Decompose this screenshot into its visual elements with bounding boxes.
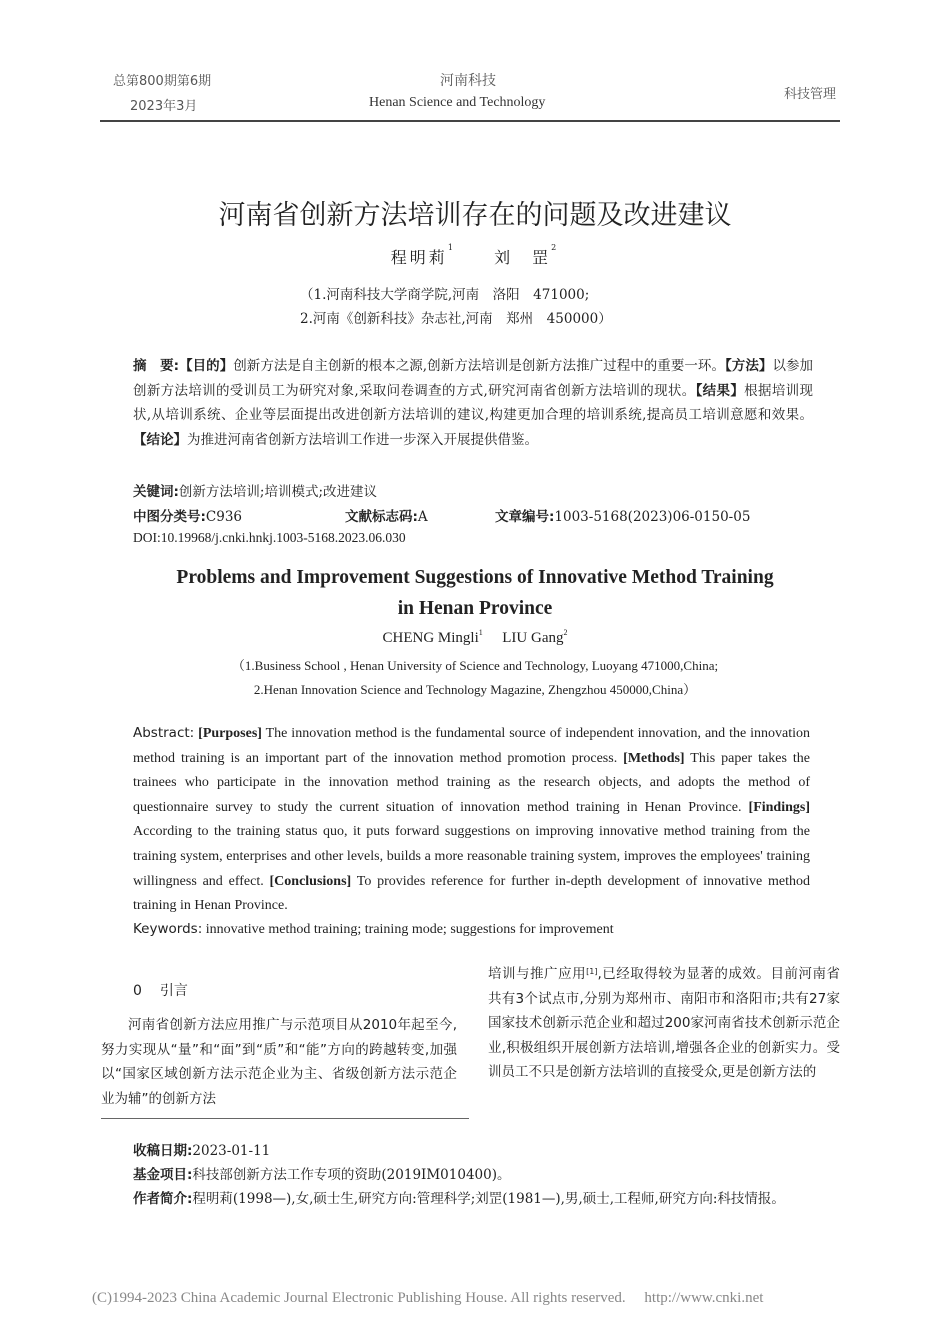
abstract-en-tag-findings: [Findings]	[748, 799, 810, 815]
authors-cn	[0, 245, 950, 268]
received-value: 2023-01-11	[192, 1143, 271, 1159]
header-issue: 总第800期第6期	[113, 74, 212, 89]
affiliation-en-2: 2.Henan Innovation Science and Technology Magazine, Zhengzhou 450000,China）	[253, 682, 697, 697]
footnote-author	[101, 1187, 841, 1211]
authors-en	[0, 630, 950, 647]
abstract-en-methods: This paper takes the trainees who participate in the innovation method training as the research objects, and adopts the method of questionnaire survey to study the current situation of innovation method training in Henan Province.	[133, 750, 810, 815]
header-date: 2023年3月	[130, 99, 198, 114]
author-en-1-sup: 1	[478, 628, 483, 637]
doc-code-label: 文献标志码:	[345, 509, 418, 525]
title-en-line2: in Henan Province	[397, 598, 553, 619]
abstract-cn-tag-conclusions: 【结论】	[133, 431, 187, 448]
author-1-name: 程明莉	[390, 248, 448, 267]
affiliation-cn-2: 2.河南《创新科技》杂志社,河南 郑州 450000）	[300, 311, 612, 327]
keywords-en	[133, 917, 810, 943]
clc-number	[133, 505, 242, 525]
header-section: 科技管理	[784, 87, 837, 102]
author-info-label: 作者简介:	[133, 1191, 193, 1207]
author-2-sup: 2	[551, 243, 560, 252]
abstract-en-purposes: The innovation method is the fundamental source of independent innovation, and the innovation method training is an important part of the innovation method promotion process.	[133, 726, 811, 766]
keywords-en-text: innovative method training; training mode; suggestions for improvement	[202, 922, 614, 937]
copyright-notice: (C)1994-2023 China Academic Journal Electronic Publishing House. All rights reserved. http://www.cnki.net	[92, 1290, 764, 1306]
left-column-paragraph: 河南省创新方法应用推广与示范项目从2010年起至今,努力实现从“量”和“面”到“质”和“能”方向的跨越转变,加强以“国家区域创新方法示范企业为主、省级创新方法示范企业为辅”的创新方法	[101, 1017, 457, 1107]
author-2-name: 刘 罡	[494, 248, 552, 267]
citation-ref-1[interactable]: [1]	[586, 967, 598, 976]
left-column	[101, 1013, 457, 1111]
footnote-received	[133, 1139, 270, 1159]
article-no-value: 1003-5168(2023)06-0150-05	[554, 509, 751, 525]
right-column-paragraph	[488, 962, 840, 1085]
keywords-cn-label: 关键词:	[133, 484, 179, 500]
doc-code-value: A	[417, 509, 428, 525]
affiliation-cn-1: （1.河南科技大学商学院,河南 洛阳 471000;	[300, 287, 590, 303]
abstract-en-label: Abstract:	[133, 725, 195, 741]
title-en-line1: Problems and Improvement Suggestions of Innovative Method Training	[176, 567, 774, 588]
abstract-en-tag-purposes: [Purposes]	[198, 726, 262, 741]
author-en-1: CHENG Mingli	[382, 630, 479, 646]
fund-value: 科技部创新方法工作专项的资助(2019IM010400)。	[192, 1167, 511, 1183]
abstract-cn-tag-purpose: 【目的】	[179, 358, 234, 374]
abstract-cn-conclusions: 为推进河南省创新方法培训工作进一步深入开展提供借鉴。	[187, 431, 538, 448]
footnote-fund	[133, 1163, 511, 1183]
header-journal-en: Henan Science and Technology	[369, 95, 546, 110]
footnote-rule	[101, 1118, 469, 1119]
author-en-2: LIU Gang	[502, 630, 564, 646]
document-code	[345, 505, 428, 525]
page-title: 河南省创新方法培训存在的问题及改进建议	[218, 200, 732, 231]
author-info-value: 程明莉(1998—),女,硕士生,研究方向:管理科学;刘罡(1981—),男,硕士,工程师,研究方向:科技情报。	[192, 1191, 785, 1207]
abstract-cn	[133, 354, 813, 452]
affiliation-en-1: （1.Business School , Henan University of Science and Technology, Luoyang 471000,China;	[231, 658, 719, 673]
abstract-en-tag-methods: [Methods]	[623, 750, 685, 766]
author-en-2-sup: 2	[563, 628, 568, 637]
section-0-num: 0	[133, 983, 142, 999]
keywords-cn-text: 创新方法培训;培训模式;改进建议	[178, 484, 378, 500]
clc-label: 中图分类号:	[133, 509, 206, 525]
header-journal-cn: 河南科技	[440, 73, 496, 89]
received-label: 收稿日期:	[133, 1143, 193, 1159]
abstract-cn-findings: 根据培训现状,从培训系统、企业等层面提出改进创新方法培训的建议,构建更加合理的培训系统,提高员工培训意愿和效果。	[133, 382, 814, 423]
article-no-label: 文章编号:	[495, 509, 555, 525]
keywords-cn	[133, 480, 377, 500]
section-0-heading	[133, 980, 188, 1000]
author-1-sup: 1	[447, 243, 456, 252]
abstract-cn-tag-methods: 【方法】	[725, 358, 773, 374]
fund-label: 基金项目:	[133, 1167, 193, 1183]
abstract-cn-label: 摘 要:	[133, 358, 180, 374]
header-rule	[100, 120, 840, 122]
abstract-en-conclusions: To provides reference for further in-depth development of innovative method training in Henan Province.	[133, 873, 810, 914]
right-column-text-a: 培训与推广应用	[488, 966, 587, 982]
abstract-en	[133, 721, 810, 919]
doi-link[interactable]: DOI:10.19968/j.cnki.hnkj.1003-5168.2023.06.030	[133, 530, 406, 545]
clc-value: C936	[205, 509, 243, 525]
section-0-title: 引言	[159, 983, 188, 999]
abstract-en-findings: According to the training status quo, it puts forward suggestions on improving innovative method training from the training system, enterprises and other levels, builds a more reasonable training system, improves the employees' training willingness and effect.	[133, 824, 810, 889]
keywords-en-label: Keywords:	[133, 921, 203, 937]
right-column	[488, 962, 840, 1085]
right-column-text-b: ,已经取得较为显著的成效。目前河南省共有3个试点市,分别为郑州市、南阳市和洛阳市;共有27家国家技术创新示范企业和超过200家河南省技术创新示范企业,积极组织开展创新方法培训,增强各企业的创新实力。受训员工不只是创新方法培训的直接受众,更是创新方法的	[488, 966, 840, 1080]
abstract-cn-purpose: 创新方法是自主创新的根本之源,创新方法培训是创新方法推广过程中的重要一环。	[233, 358, 726, 374]
article-number	[495, 505, 750, 525]
abstract-cn-tag-findings: 【结果】	[695, 382, 745, 399]
abstract-cn-methods: 以参加创新方法培训的受训员工为研究对象,采取问卷调查的方式,研究河南省创新方法培训的现状。	[133, 358, 814, 399]
abstract-en-tag-conclusions: [Conclusions]	[269, 873, 352, 889]
